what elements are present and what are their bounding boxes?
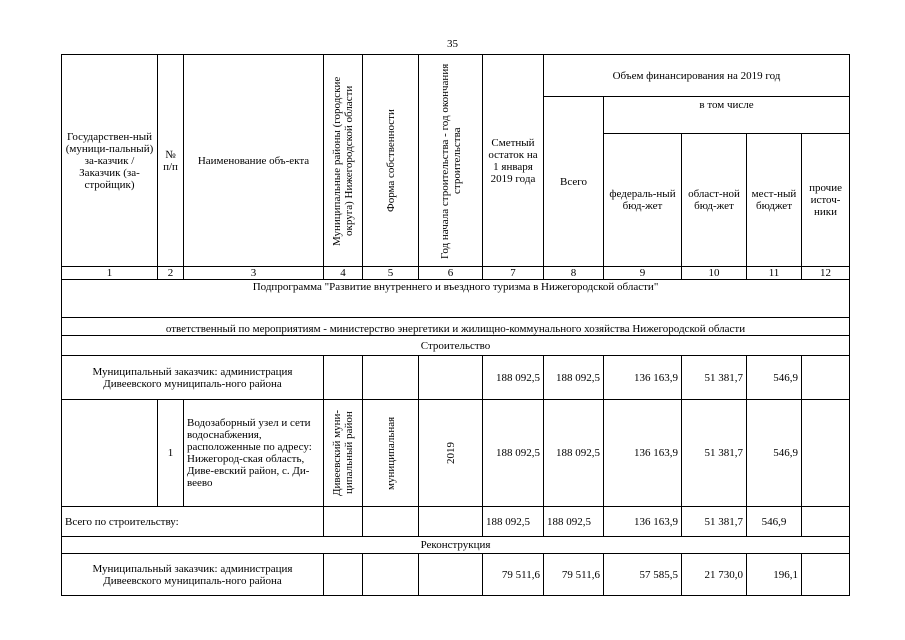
header-federal: федераль-ный бюд-жет	[604, 134, 682, 267]
col-number: 8	[544, 267, 604, 280]
col-number: 12	[802, 267, 850, 280]
object-name: Водозаборный узел и сети водоснабжения, расположенные по адресу: Нижегород-ская область, Диве-евский район, с. Ди-веево	[184, 400, 324, 507]
customer-row-label: Муниципальный заказчик: администрация Дивеевского муниципаль-ного района	[62, 554, 324, 596]
regional-value: 51 381,7	[682, 400, 747, 507]
subprogram-title: Подпрограмма "Развитие внутреннего и въездного туризма в Нижегородской области"	[252, 281, 659, 293]
header-customer: Государствен-ный (муници-пальный) за-казчик / Заказчик (за-стройщик)	[62, 55, 158, 267]
header-total: Всего	[544, 97, 604, 267]
col-number: 7	[483, 267, 544, 280]
empty-cell	[802, 554, 850, 596]
header-balance: Сметный остаток на 1 января 2019 года	[483, 55, 544, 267]
col-number: 5	[363, 267, 419, 280]
col-number: 2	[158, 267, 184, 280]
local-value: 546,9	[747, 356, 802, 400]
header-regional: област-ной бюд-жет	[682, 134, 747, 267]
empty-cell	[324, 356, 363, 400]
header-districts	[324, 55, 363, 267]
local-value: 546,9	[747, 400, 802, 507]
object-ownership-text: муниципальная	[384, 416, 397, 490]
federal-value: 136 163,9	[604, 400, 682, 507]
header-years	[419, 55, 483, 267]
empty-cell	[419, 356, 483, 400]
federal-value: 57 585,5	[604, 554, 682, 596]
object-district-text: Дивеевский муни-ципальный район	[331, 409, 355, 497]
col-number: 4	[324, 267, 363, 280]
empty-cell	[363, 507, 419, 537]
regional-value: 51 381,7	[682, 507, 747, 537]
header-num: № п/п	[158, 55, 184, 267]
regional-value: 21 730,0	[682, 554, 747, 596]
object-ownership	[363, 400, 419, 507]
header-object-name: Наименование объ-екта	[184, 55, 324, 267]
empty-cell	[363, 356, 419, 400]
header-years-text: Год начала строительства - год окончания строительства	[438, 62, 463, 259]
empty-cell	[802, 400, 850, 507]
header-districts-text: Муниципальные районы (городские округа) Нижегородской области	[331, 75, 355, 246]
total-value: 188 092,5	[544, 507, 604, 537]
total-value: 188 092,5	[544, 356, 604, 400]
col-number: 9	[604, 267, 682, 280]
construction-section: Строительство	[62, 336, 850, 356]
header-ownership-text: Форма собственности	[384, 109, 397, 212]
subprogram-row	[62, 280, 850, 318]
empty-cell	[802, 507, 850, 537]
empty-cell	[324, 507, 363, 537]
reconstruction-section: Реконструкция	[62, 537, 850, 554]
object-year	[419, 400, 483, 507]
object-number: 1	[158, 400, 184, 507]
col-number: 1	[62, 267, 158, 280]
total-value: 188 092,5	[544, 400, 604, 507]
page-number: 35	[447, 38, 458, 50]
empty-cell	[419, 507, 483, 537]
financing-table	[61, 54, 850, 596]
col-number: 11	[747, 267, 802, 280]
col-number: 10	[682, 267, 747, 280]
header-local: мест-ный бюджет	[747, 134, 802, 267]
local-value: 546,9	[747, 507, 802, 537]
header-ownership	[363, 55, 419, 267]
object-district	[324, 400, 363, 507]
empty-cell	[324, 554, 363, 596]
header-other: прочие источ-ники	[802, 134, 850, 267]
empty-cell	[802, 356, 850, 400]
balance-value: 188 092,5	[483, 400, 544, 507]
col-number: 6	[419, 267, 483, 280]
construction-total-label: Всего по строительству:	[62, 507, 324, 537]
federal-value: 136 163,9	[604, 507, 682, 537]
empty-cell	[363, 554, 419, 596]
responsible-row: ответственный по мероприятиям - министерство энергетики и жилищно-коммунального хозяйства Нижегородской области	[62, 318, 850, 336]
empty-cell	[419, 554, 483, 596]
empty-cell	[62, 400, 158, 507]
header-funding: Объем финансирования на 2019 год	[544, 55, 850, 97]
balance-value: 188 092,5	[483, 356, 544, 400]
header-including: в том числе	[604, 97, 850, 134]
customer-row-label: Муниципальный заказчик: администрация Дивеевского муниципаль-ного района	[62, 356, 324, 400]
local-value: 196,1	[747, 554, 802, 596]
total-value: 79 511,6	[544, 554, 604, 596]
col-number: 3	[184, 267, 324, 280]
federal-value: 136 163,9	[604, 356, 682, 400]
balance-value: 79 511,6	[483, 554, 544, 596]
regional-value: 51 381,7	[682, 356, 747, 400]
balance-value: 188 092,5	[483, 507, 544, 537]
object-year-text: 2019	[444, 442, 457, 464]
